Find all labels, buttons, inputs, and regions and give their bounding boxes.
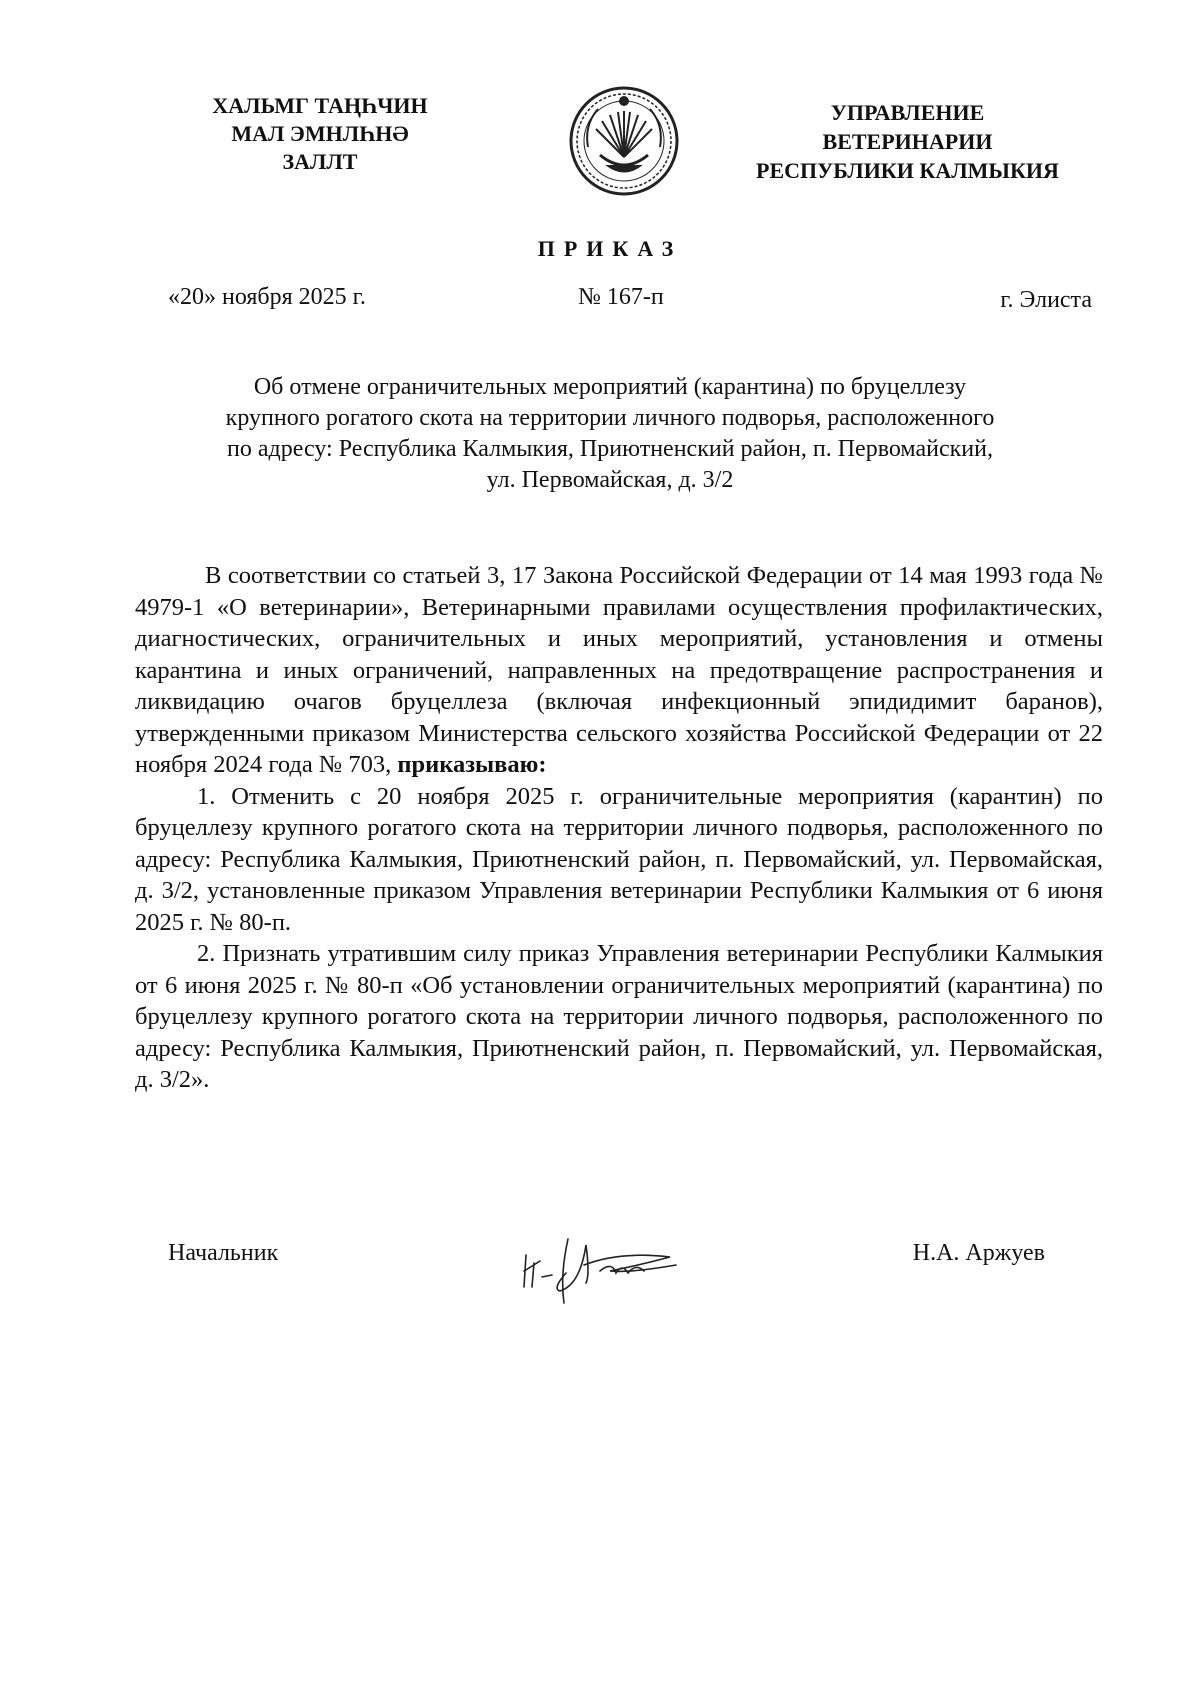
subject-line: Об отмене ограничительных мероприятий (карантина) по бруцеллезу bbox=[253, 374, 967, 400]
signer-name: Н.А. Аржуев bbox=[912, 1240, 1045, 1266]
preamble-paragraph bbox=[135, 560, 1103, 781]
order-subject bbox=[150, 372, 1070, 496]
order-word: приказываю: bbox=[397, 751, 547, 778]
header-right-russian bbox=[735, 98, 1080, 185]
order-date: «20» ноября 2025 г. bbox=[168, 284, 366, 310]
header-left-line: ХАЛЬМГ ТАҢҺЧИН bbox=[212, 93, 428, 118]
preamble-text: В соответствии со статьей 3, 17 Закона Российской Федерации от 14 мая 1993 года № 4979-1 «О ветеринарии», Ветеринарными правилами осуществления профилактических, диагностических, ограничительных и иных мероприятий, установления и отмены карантина и иных ограничений, направленных на предотвращение распространения и ликвидацию очагов бруцеллеза (включая инфекционный эпидидимит баранов), утвержденными приказом Министерства сельского хозяйства Российской Федерации от 22 ноября 2024 года № 703, bbox=[135, 562, 1103, 778]
signer-position: Начальник bbox=[168, 1240, 279, 1266]
header-right-line: РЕСПУБЛИКИ КАЛМЫКИЯ bbox=[756, 158, 1059, 183]
header-left-kalmyk bbox=[190, 92, 450, 176]
subject-line: крупного рогатого скота на территории личного подворья, расположенного bbox=[225, 405, 995, 431]
header-right-line: ВЕТЕРИНАРИИ bbox=[822, 129, 993, 154]
order-item-1: 1. Отменить с 20 ноября 2025 г. ограничительные мероприятия (карантин) по бруцеллезу крупного рогатого скота на территории личного подворья, расположенного по адресу: Республика Калмыкия, Приютненский район, п. Первомайский, ул. Первомайская, д. 3/2, установленные приказом Управления ветеринарии Республики Калмыкия от 6 июня 2025 г. № 80-п. bbox=[135, 782, 1103, 936]
order-number: № 167-п bbox=[578, 284, 664, 310]
subject-line: по адресу: Республика Калмыкия, Приютненский район, п. Первомайский, bbox=[227, 436, 993, 462]
order-item-2: 2. Признать утратившим силу приказ Управления ветеринарии Республики Калмыкия от 6 июня 2025 г. № 80-п «Об установлении ограничительных мероприятий (карантина) по бруцеллезу крупного рогатого скота на территории личного подворья, расположенного по адресу: Республика Калмыкия, Приютненский район, п. Первомайский, ул. Первомайская, д. 3/2». bbox=[135, 940, 1103, 1093]
header-right-line: УПРАВЛЕНИЕ bbox=[830, 100, 985, 125]
signature-icon bbox=[520, 1225, 690, 1305]
document-title: ПРИКАЗ bbox=[537, 236, 683, 261]
subject-line: ул. Первомайская, д. 3/2 bbox=[486, 467, 734, 493]
header-left-line: МАЛ ЭМНЛҺНӘ bbox=[231, 121, 409, 146]
order-city: г. Элиста bbox=[1000, 287, 1092, 313]
order-body bbox=[135, 560, 1103, 1096]
coat-of-arms-icon bbox=[568, 85, 680, 197]
header-left-line: ЗАЛЛТ bbox=[282, 149, 358, 174]
